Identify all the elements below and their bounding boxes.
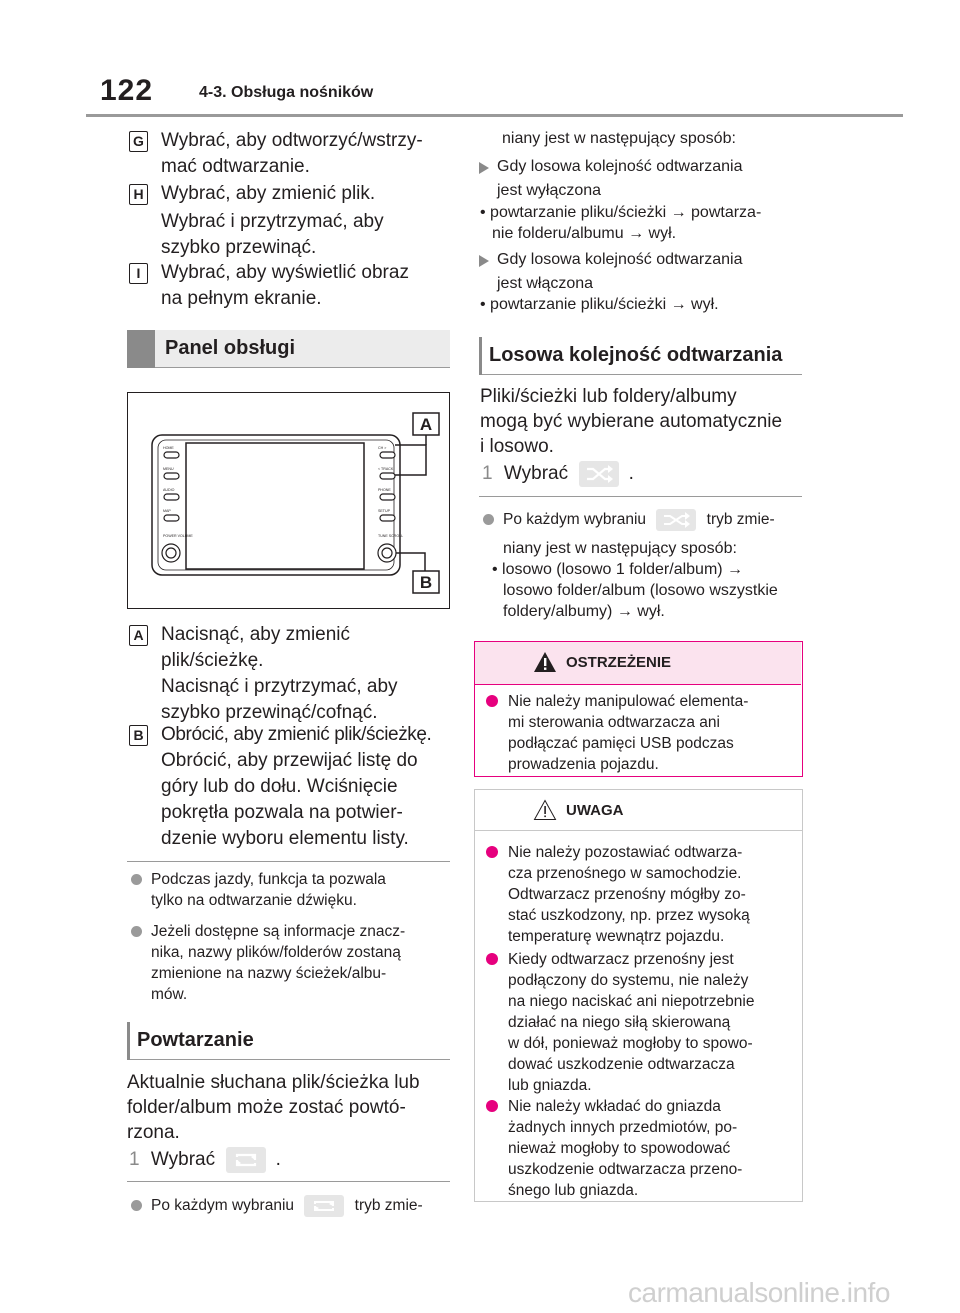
- note-text: uszkodzenie odtwarzacza przeno-: [508, 1161, 743, 1178]
- item-text: na pełnym ekranie.: [161, 288, 322, 309]
- bullet-dot: [131, 874, 142, 885]
- heading-text: Losowa kolejność odtwarzania: [489, 344, 783, 366]
- note-text: tryb zmie-: [354, 1197, 423, 1215]
- step-end: .: [275, 1149, 281, 1171]
- note-text: Gdy losowa kolejność odtwarzania: [497, 251, 743, 268]
- item-text: Wybrać, aby wyświetlić obraz: [161, 262, 409, 283]
- note-text: mi sterowania odtwarzacza ani: [508, 714, 720, 731]
- caution-title: UWAGA: [566, 802, 624, 819]
- repeat-mode-off: [497, 156, 742, 201]
- note-text: zmienione na nazwy ścieżek/albu-: [151, 965, 387, 982]
- left-button-label: MAP: [163, 509, 171, 513]
- repeat-intro: [127, 1070, 420, 1145]
- repeat-icon-inline: [304, 1195, 344, 1217]
- item-i: [136, 260, 409, 312]
- item-text: Nacisnąć, aby zmienić: [161, 624, 351, 645]
- item-text: szybko przewinąć/cofnąć.: [161, 702, 378, 723]
- note-text: Po każdym wybraniu: [151, 1197, 295, 1215]
- letter-badge: G: [129, 131, 148, 152]
- letter-badge: H: [129, 184, 148, 205]
- heading-bar: [127, 330, 155, 368]
- item-text: pokrętła pozwala na potwier-: [161, 802, 403, 823]
- repeat-note: [151, 1195, 423, 1217]
- item-a: [133, 622, 398, 726]
- caution-box: [474, 789, 803, 1202]
- para-line: i losowo.: [480, 436, 554, 457]
- shuffle-note: [503, 509, 775, 531]
- right-button-label: < TRACK: [378, 467, 394, 471]
- radio-panel-illustration: [128, 393, 451, 610]
- item-text: plik/ścieżkę.: [161, 650, 264, 671]
- item-text: Obrócić, aby zmienić plik/ścieżkę.: [161, 724, 432, 745]
- item-text: mać odtwarzanie.: [161, 156, 310, 177]
- para-line: Pliki/ścieżki lub foldery/albumy: [480, 386, 737, 407]
- note-text: prowadzenia pojazdu.: [508, 756, 659, 773]
- warning-divider: [475, 684, 801, 685]
- repeat-step: [129, 1147, 281, 1173]
- note-text: lub gniazda.: [508, 1077, 592, 1094]
- page-number: 122: [100, 74, 154, 107]
- note-text: • powtarzanie pliku/ścieżki → powtarza-: [480, 204, 762, 221]
- para-line: mogą być wybierane automatycznie: [480, 411, 783, 432]
- repeat-mode-on-list: [480, 294, 719, 315]
- note-text: losowo folder/album (losowo wszystkie: [503, 582, 778, 599]
- note-text: tryb zmie-: [706, 511, 775, 529]
- bullet-dot: [486, 846, 498, 858]
- warning-title: OSTRZEŻENIE: [566, 654, 672, 671]
- note-text: nika, nazwy plików/folderów zostaną: [151, 944, 401, 961]
- bullet-dot: [486, 1100, 498, 1112]
- heading-bar: [479, 337, 482, 375]
- note-text: jest wyłączona: [497, 182, 602, 199]
- triangle-marker: [479, 162, 489, 174]
- step-text: Wybrać: [503, 463, 569, 485]
- callout-b: B: [419, 573, 433, 592]
- item-text: Wybrać i przytrzymać, aby: [161, 211, 384, 232]
- note-text: cza przenośnego w samochodzie.: [508, 865, 742, 882]
- section-heading-repeat: [127, 1022, 450, 1060]
- right-button-label: CH >: [378, 446, 387, 450]
- caution-item-2: [508, 949, 754, 1096]
- right-button-label: SETUP: [378, 509, 390, 513]
- note-text: nieważ mogłoby to spowodować: [508, 1140, 731, 1157]
- repeat-button[interactable]: [226, 1147, 266, 1173]
- letter-badge: A: [129, 625, 148, 646]
- note-text: foldery/albumy) → wył.: [503, 603, 665, 620]
- bullet-dot: [486, 953, 498, 965]
- note-text: Odtwarzacz przenośny mógłby zo-: [508, 886, 746, 903]
- left-button-label: MENU: [163, 467, 174, 471]
- note-text: temperaturę wewnątrz pojazdu.: [508, 928, 725, 945]
- item-text: Wybrać, aby zmienić plik.: [161, 183, 376, 204]
- right-button-label: TUNE SCROLL: [378, 534, 404, 538]
- note-text: podłączony do systemu, nie należy: [508, 972, 749, 989]
- bullet-dot: [131, 1200, 142, 1211]
- warning-item: [508, 691, 748, 775]
- step-number: 1: [129, 1149, 140, 1171]
- step-end: .: [628, 463, 634, 485]
- bullet-dot: [131, 926, 142, 937]
- item-text: Wybrać, aby odtworzyć/wstrzy-: [161, 130, 423, 151]
- item-g: [133, 128, 423, 180]
- caution-divider: [475, 830, 802, 831]
- shuffle-intro: [480, 384, 782, 459]
- item-b: [133, 722, 432, 852]
- note-text: Jeżeli dostępne są informacje znacz-: [151, 923, 406, 940]
- shuffle-icon-inline: [656, 509, 696, 531]
- note-text: Nie należy pozostawiać odtwarza-: [508, 844, 743, 861]
- divider: [127, 1181, 450, 1182]
- note-text: jest włączona: [497, 275, 594, 292]
- shuffle-note-lines: [492, 538, 778, 622]
- heading-text: Powtarzanie: [137, 1029, 254, 1051]
- step-text: Wybrać: [150, 1149, 216, 1171]
- warning-icon: [533, 651, 557, 673]
- note-text: żadnych innych przedmiotów, po-: [508, 1119, 738, 1136]
- section-heading-panel: [127, 330, 450, 368]
- note-text: nie folderu/albumu → wył.: [492, 225, 677, 242]
- para-line: rzona.: [127, 1122, 180, 1143]
- letter-badge: B: [129, 725, 148, 746]
- para-line: folder/album może zostać powtó-: [127, 1097, 406, 1118]
- item-text: Obrócić, aby przewijać listę do: [161, 750, 418, 771]
- warning-box: [474, 641, 803, 777]
- step-number: 1: [482, 463, 493, 485]
- left-button-label: POWER VOLUME: [163, 534, 193, 538]
- repeat-mode-on: [497, 249, 742, 294]
- note-text: na niego naciskać ani niepotrzebnie: [508, 993, 755, 1010]
- note-text: tylko na odtwarzanie dźwięku.: [151, 892, 357, 909]
- right-button-label: PHONE: [378, 488, 391, 492]
- note-text: działać na niego siłą skierowaną: [508, 1014, 731, 1031]
- note-text: Nie należy manipulować elementa-: [508, 693, 749, 710]
- section-heading-shuffle: [479, 337, 802, 375]
- left-button-label: AUDIO: [163, 488, 175, 492]
- note-text: stać uszkodzony, np. przez wysoką: [508, 907, 750, 924]
- letter-badge: I: [129, 263, 148, 284]
- note-text: Gdy losowa kolejność odtwarzania: [497, 158, 743, 175]
- caution-item-3: [508, 1096, 742, 1201]
- chapter-title: 4-3. Obsługa nośników: [199, 84, 374, 101]
- caution-icon: [533, 799, 557, 821]
- watermark: carmanualsonline.info: [628, 1277, 890, 1308]
- shuffle-step: [482, 461, 634, 487]
- note-driving: [151, 869, 386, 911]
- note-text: mów.: [151, 986, 188, 1003]
- note-text: Kiedy odtwarzacz przenośny jest: [508, 951, 734, 968]
- note-text: Po każdym wybraniu: [503, 511, 647, 529]
- item-text: dzenie wyboru elementu listy.: [161, 828, 409, 849]
- item-text: Nacisnąć i przytrzymać, aby: [161, 676, 398, 697]
- note-text: dować uszkodzenie odtwarzacza: [508, 1056, 735, 1073]
- bullet-dot: [483, 514, 494, 525]
- note-text: • powtarzanie pliku/ścieżki → wył.: [480, 296, 719, 313]
- heading-text: Panel obsługi: [165, 337, 296, 359]
- radio-panel-diagram: [127, 392, 450, 609]
- item-h: [133, 181, 384, 261]
- note-text: w dół, ponieważ mogłoby to spowo-: [508, 1035, 753, 1052]
- note-text: Nie należy wkładać do gniazda: [508, 1098, 721, 1115]
- note-text: śnego lub gniazda.: [508, 1182, 639, 1199]
- repeat-note-cont: niany jest w następujący sposób:: [502, 130, 736, 147]
- note-text: podłączać pamięci USB podczas: [508, 735, 734, 752]
- repeat-icon: [226, 1147, 266, 1173]
- note-text: Podczas jazdy, funkcja ta pozwala: [151, 871, 386, 888]
- bullet-dot: [486, 695, 498, 707]
- triangle-marker: [479, 255, 489, 267]
- note-tags: [151, 921, 405, 1005]
- caution-item-1: [508, 842, 750, 947]
- repeat-mode-off-list: [480, 202, 761, 244]
- callout-a: A: [419, 415, 433, 434]
- header-rule: [86, 114, 903, 117]
- note-text: niany jest w następujący sposób:: [503, 540, 737, 557]
- heading-bar: [127, 1022, 130, 1060]
- note-text: • losowo (losowo 1 folder/album) →: [492, 561, 744, 578]
- divider: [479, 496, 802, 497]
- shuffle-button[interactable]: [579, 461, 619, 487]
- divider: [127, 861, 450, 862]
- para-line: Aktualnie słuchana plik/ścieżka lub: [127, 1072, 420, 1093]
- item-text: góry lub do dołu. Wciśnięcie: [161, 776, 398, 797]
- shuffle-icon: [579, 461, 619, 487]
- item-text: szybko przewinąć.: [161, 237, 317, 258]
- left-button-label: HOME: [163, 446, 174, 450]
